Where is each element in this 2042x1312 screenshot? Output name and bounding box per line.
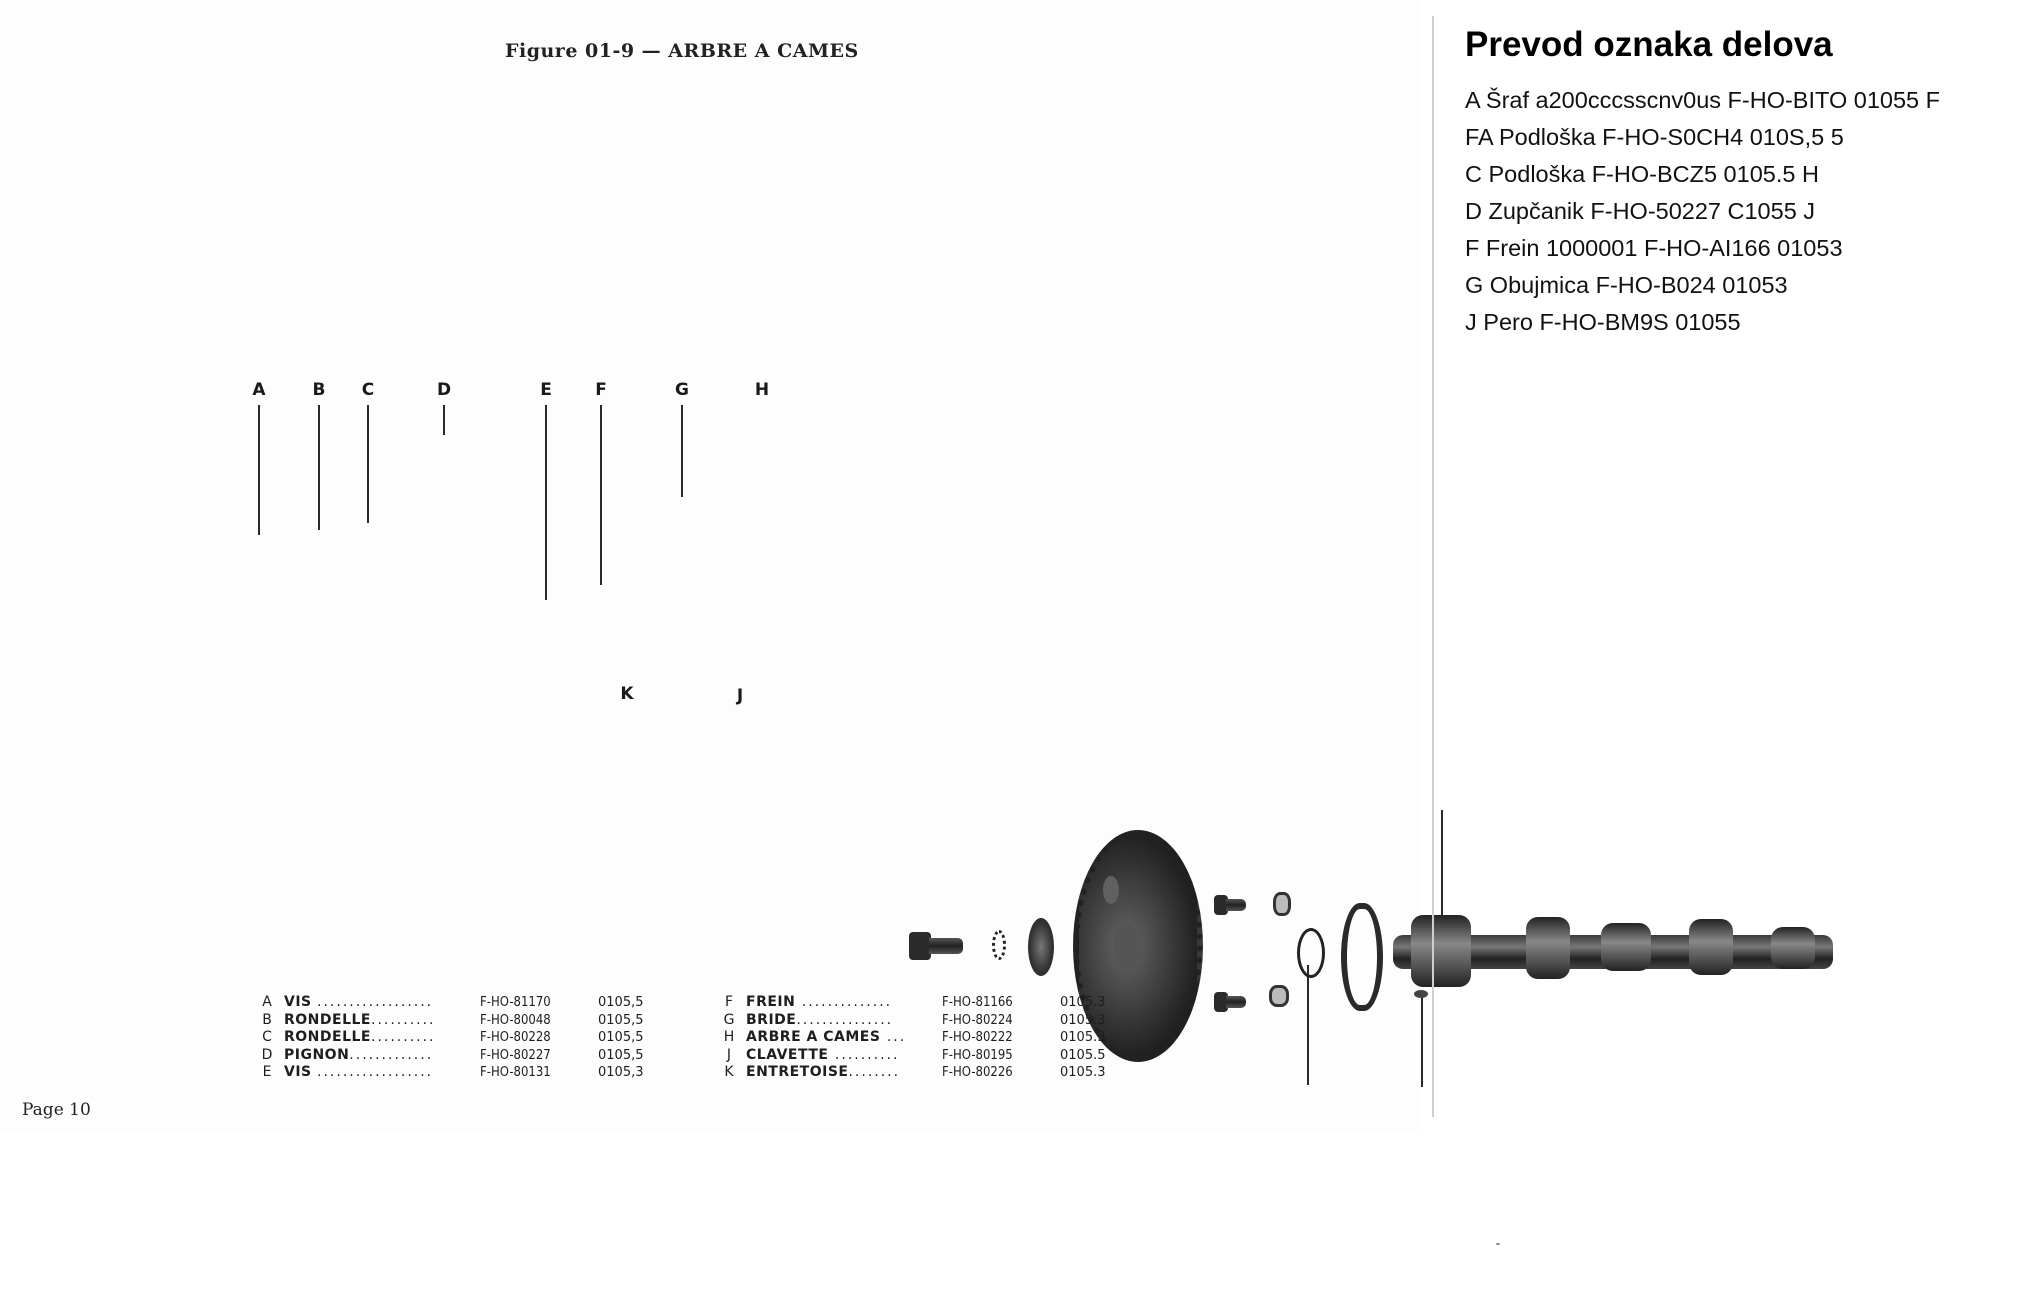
translation-panel [1465,22,2025,341]
leader-line-h [1441,810,1443,920]
callout-g: G [675,380,689,400]
translation-line: J Pero F-HO-BM9S 01055 [1465,309,1741,335]
leader-line-j [1421,995,1423,1087]
translation-line: G Obujmica F-HO-B024 01053 [1465,272,1788,298]
part-f-lock-tab-upper [1273,892,1291,916]
table-row: E VIS .................. F-HO-80131 0105,3 [262,1064,644,1080]
leader-line-c [367,405,369,523]
table-row: D PIGNON............. F-HO-80227 0105,5 [261,1046,644,1063]
table-row: G BRIDE............... F-HO-80224 0105.3 [723,1011,1106,1028]
leader-line-f [600,405,602,585]
panel-divider [1432,16,1434,1117]
leader-line-a [258,405,260,535]
part-k-spacer-ring [1297,928,1325,978]
translation-line: A Šraf a200cccsscnv0us F-HO-BITO 01055 F [1465,87,1940,113]
callout-e: E [540,380,552,400]
figure-title: Figure 01-9 — ARBRE A CAMES [505,40,859,62]
leader-line-d [443,405,445,435]
part-f-lock-tab-lower [1269,985,1289,1007]
part-g-flange [1341,903,1383,1011]
page-number: Page 10 [22,1100,91,1120]
table-row: K ENTRETOISE........ F-HO-80226 0105.3 [724,1064,1106,1080]
translation-line: F Frein 1000001 F-HO-AI166 01053 [1465,235,1843,261]
table-row: C RONDELLE.......... F-HO-80228 0105,5 [262,1029,644,1045]
table-row: F FREIN .............. F-HO-81166 0105.3 [724,994,1106,1010]
leader-line-b [318,405,320,530]
table-row: H ARBRE A CAMES ... F-HO-80222 0105.3 [723,1029,1106,1045]
part-j-key [1414,990,1428,998]
translation-line: C Podloška F-HO-BCZ5 0105.5 H [1465,161,1819,187]
translation-list [1465,82,2025,341]
leader-line-e [545,405,547,600]
part-c-washer [1028,918,1054,976]
parts-table-left [250,994,668,1082]
parts-table-right [712,994,1130,1082]
scan-speck [1496,1243,1500,1245]
callout-b: B [312,380,326,400]
leader-line-g [681,405,683,497]
translation-title: Prevod oznaka delova [1465,25,1833,64]
callout-f: F [595,380,607,400]
translation-line: D Zupčanik F-HO-50227 C1055 J [1465,198,1816,224]
callout-c: C [361,380,375,400]
leader-line-k [1307,965,1309,1085]
table-row: B RONDELLE.......... F-HO-80048 0105,5 [262,1011,644,1028]
callout-d: D [436,380,452,400]
callout-j: J [736,686,744,706]
callout-h: H [754,380,770,400]
part-b-lock-washer [992,930,1006,960]
table-row: A VIS .................. F-HO-81170 0105,5 [262,994,644,1010]
callout-a: A [252,380,266,400]
translation-line: FA Podloška F-HO-S0CH4 010S,5 5 [1465,124,1844,150]
callout-k: K [620,684,634,704]
table-row: J CLAVETTE .......... F-HO-80195 0105.5 [726,1046,1106,1063]
